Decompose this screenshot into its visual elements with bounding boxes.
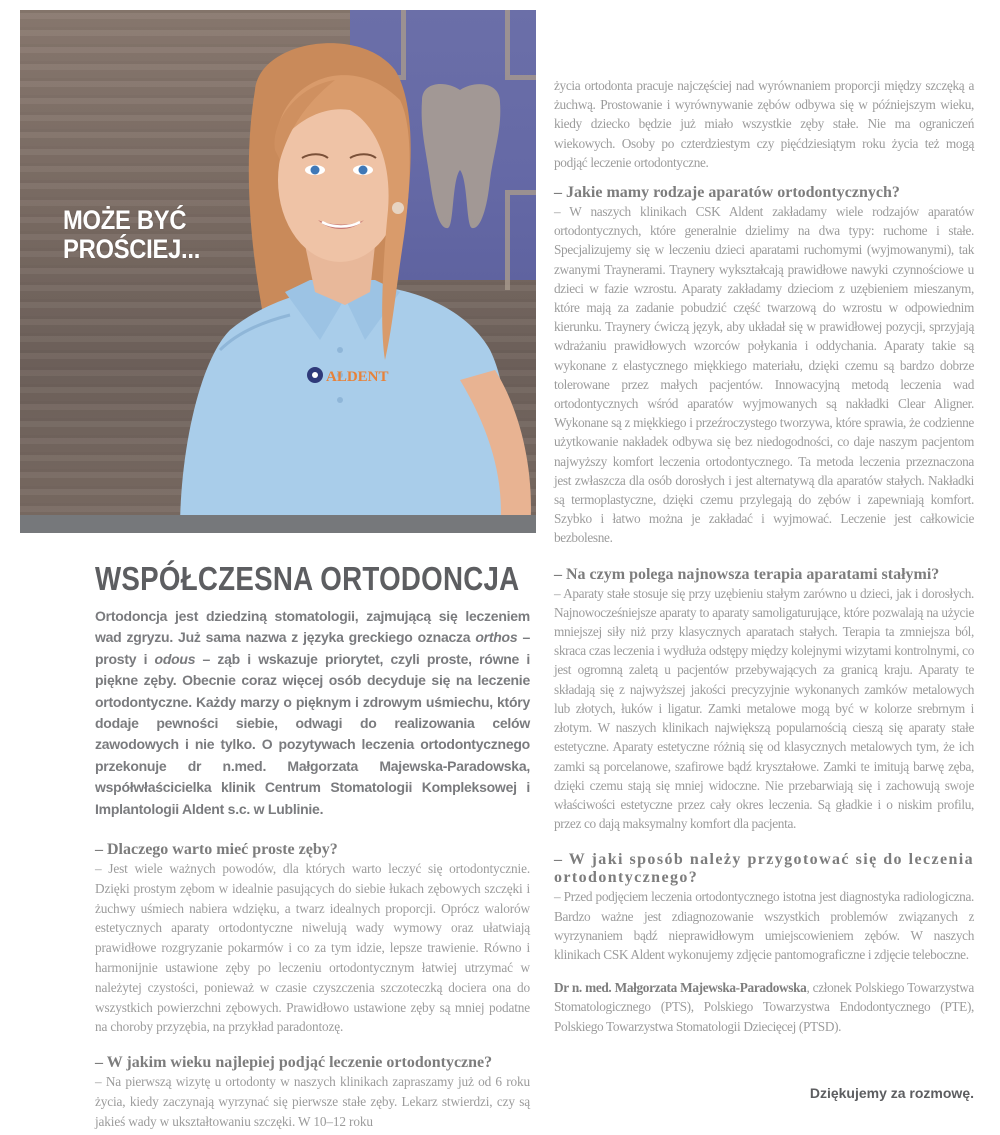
hero-photo [20,10,536,516]
question: – Na czym polega najnowsza terapia aparatami stałymi? [554,565,940,583]
answer: – Aparaty stałe stosuje się przy uzębieniu stałym zarówno u dzieci, jak i dorosłych. Najnowocześniejsze aparaty to aparaty samoligaturujące, które pozwalają na użycie mniejszej siły niż przy klasycznych aparatach stałych. Terapia ta zmniejsza ból, skraca czas leczenia i wydłuża odstępy między kolejnymi wizytami kontrolnymi, co jest ogromną zaletą u pacjentów przebywających za granicą kraju. Aparaty te składają się z najwyższej jakości precyzyjnie wykonanych zamków metalowych lub złotych, łuków i ligatur. Zamki metalowe mogą być w kolorze srebrnym i złotym. W naszych klinikach największą popularnością cieszą się aparaty stałe estetyczne. Aparaty estetyczne różnią się od klasycznych metalowych tym, że ich zamki są porcelanowe, szafirowe bądź kryształowe. Zamki te imitują barwę zęba, dzięki czemu stają się mniej widoczne. Nie przebarwiają się i zachowują swoje właściwości estetyczne przez cały okres leczenia. Są gładkie i o niskim profilu, przez co dają maksymalny komfort dla pacjenta. [554,585,974,832]
qa-section [554,184,974,548]
answer-continuation: życia ortodonta pracuje najczęściej nad wyrównaniem proporcji między szczęką a żuchwą. Prostowanie i wyrównywanie zębów odbywa się w późniejszym wieku, kiedy dziecko będzie już miało wszystkie zęby stałe. Nie ma ograniczeń wiekowych. Osoby po czterdziestym czy pięćdziesiątym roku życia też mogą podjąć leczenie ortodontyczne. [554,78,974,170]
logo-text: ALDENT [326,369,389,385]
question: – Dlaczego warto mieć proste zęby? [95,841,338,859]
lead-text: Ortodoncja jest dziedziną stomatologii, zajmującą się leczeniem wad zgryzu. Już sama nazwa z języka greckiego oznacza [95,608,530,646]
article-lead [95,606,530,820]
closing-thanks: Dziękujemy za rozmowę. [804,1084,974,1102]
lead-text: – ząb i wskazuje priorytet, czyli proste, równe i piękne zęby. Obecnie coraz więcej osób decyduje się na leczenie ortodontyczne. Każdy marzy o pięknym i zdrowym uśmiechu, który dodaje pewności siebie, odwagi do realizowania celów zawodowych i nie tylko. O pozytywach leczenia ortodontycznego przekonuje dr n.med. Małgorzata Majewska-Paradowska, współwłaścicielka klinik Centrum Stomatologii Kompleksowej i Implantologii Aldent s.c. w Lublinie. [95,650,530,817]
qa-section [554,851,974,964]
photo-headline-line: MOŻE BYĆ [63,205,187,235]
qa-section [95,1053,530,1131]
answer: – Jest wiele ważnych powodów, dla których warto leczyć się ortodontycznie. Dzięki prostym zębom w idealnie pasujących do siebie łukach zębowych szczęki i żuchwy uśmiech nabiera wdzięku, a twarz idealnych proporcji. Oprócz walorów estetycznych aparaty ortodontyczne niwelują wady wymowy oraz ułatwiają prawidłowe rozgryzanie pokarmów i co za tym idzie, lepsze trawienie. Równo i harmonijnie ustawione zęby po leczeniu ortodontycznym łatwiej utrzymać w należytej czystości, ponieważ w czasie czyszczenia szczoteczką dociera ona do wszystkich powierzchni zębowych. Prawidłowo ustawione zęby są mniej podatne na choroby przyzębia, na przykład paradontozę. [95,861,530,1035]
question: – Jakie mamy rodzaje aparatów ortodontycznych? [554,184,900,202]
question: – W jaki sposób należy przygotować się do leczenia ortodontycznego? [554,851,974,887]
author-name: Dr n. med. Małgorzata Majewska-Paradowska [554,980,807,996]
photo-caption-bar [20,515,536,533]
author-bio [554,978,974,1036]
photo-headline-line: PROŚCIEJ... [63,234,201,264]
answer: – Na pierwszą wizytę u ortodonty w naszych klinikach zapraszamy już od 6 roku życia, kiedy zaczynają wyrzynać się pierwsze stałe zęby. Lekarz stwierdzi, czy są jakieś wady w ukształtowaniu szczęki. W 10–12 roku [95,1074,530,1129]
author-affiliations: , członek Polskiego Towarzystwa Stomatologicznego (PTS), Polskiego Towarzystwa Endodontycznego (PTE), Polskiego Towarzystwa Stomatologii Dziecięcej (PTSD). [554,980,974,1034]
answer: – W naszych klinikach CSK Aldent zakładamy wiele rodzajów aparatów ortodontycznych, które generalnie dzielimy na dwa typy: ruchome i stałe. Specjalizujemy się w leczeniu dzieci aparatami ruchomymi (wyjmowanymi), tak zwanymi Traynerami. Traynery wykształcają prawidłowe nawyki czynnościowe u dzieci w fazie wzrostu. Aparaty zakładamy dzieciom z uzębieniem mieszanym, które mają za zadanie pobudzić część twarzową do wzrostu w odpowiednim kierunku. Traynery ćwiczą język, aby układał się w prawidłowej pozycji, sprzyjają wdrażaniu prawidłowych wzorców połykania i oddychania. Aparaty takie są wykonane z elastycznego miękkiego materiału, dzięki czemu są bardzo dobrze tolerowane przez małych pacjentów. Innowacyjną metodą leczenia wad ortodontycznych wśród aparatów wyjmowanych są nakładki Clear Aligner. Wykonane są z miękkiego i przeźroczystego tworzywa, które sprawia, że codzienne użytkowanie nakładek odbywa się bez niedogodności, co daje naszym pacjentom najwyższy komfort leczenia ortodontycznego. Ta metoda leczenia przeznaczona jest zwłaszcza dla osób dorosłych i jest alternatywą dla aparatów stałych. Nakładki są termoplastyczne, dzięki czemu przylegają do zębów i zapewniają komfort. Szybko i łatwo można je zakładać i wyjmować. Leczenie jest całkowicie bezbolesne. [554,204,974,546]
lead-term: orthos [475,629,518,646]
qa-section [554,566,974,834]
qa-section [95,840,530,1037]
lead-term: odous [154,650,196,667]
left-column [95,560,530,1132]
answer: – Przed podjęciem leczenia ortodontycznego istotna jest diagnostyka radiologiczna. Bardzo ważne jest zdiagnozowanie wszystkich problemów związanych z wyrzynaniem bądź nieprawidłowym umiejscowieniem zębów. W naszych klinikach CSK Aldent wykonujemy zdjęcie pantomograficzne i zdjęcie teleboczne. [554,889,974,962]
doctor-portrait [160,30,536,516]
right-column [554,76,974,1036]
photo-headline [63,206,200,264]
lead-text: – prosty i [95,629,530,667]
article-title: WSPÓŁCZESNA ORTODONCJA [95,560,520,597]
question: – W jakim wieku najlepiej podjąć leczenie ortodontyczne? [95,1054,493,1072]
